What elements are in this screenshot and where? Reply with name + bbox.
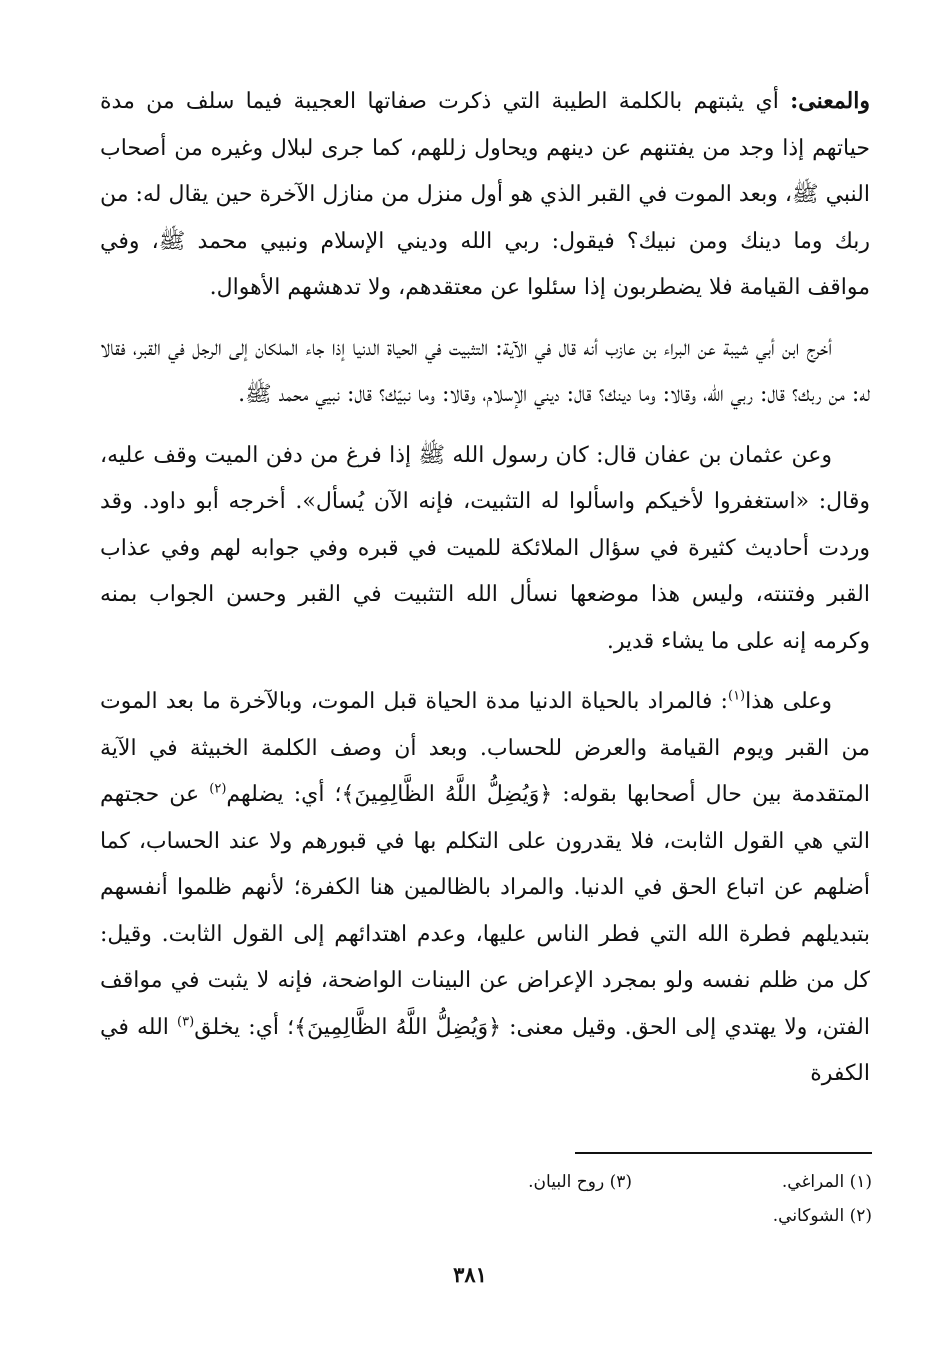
- footnote-2: (٢) الشوكاني.: [772, 1206, 872, 1226]
- footnote-3: (٣) روح البيان.: [528, 1172, 632, 1192]
- footnote-row: [300, 1199, 872, 1233]
- footnote-separator: [575, 1152, 872, 1154]
- footnote-row: [300, 1165, 872, 1199]
- paragraph-interpretation-part-d: الله في الكفرة: [100, 1014, 870, 1086]
- paragraph-ibn-abi-shaybah: أخرج ابن أبي شيبة عن البراء بن عازب أنه قال في الآية: التثبيت في الحياة الدنيا إذا جاء الملكان إلى الرجل في القبر، فقالا له: من ربك؟ قال: ربي الله، وقالا: وما دينك؟ قال: ديني الإسلام، وقالا: وما نبيّك؟ قال: نبيي محمد ﷺ.: [100, 335, 870, 407]
- paragraph-interpretation-part-c: عن حجتهم التي هي القول الثابت، فلا يقدرون على التكلم بها في قبورهم ولا عند الحساب، كما أضلهم عن اتباع الحق في الدنيا. والمراد بالظالمين هنا الكفرة؛ لأنهم ظلموا أنفسهم بتبديلهم فطرة الله التي فطر الناس عليها، وعدم اهتدائهم إلى القول الثابت. وقيل: كل من ظلم نفسه ولو بمجرد الإعراض عن البينات الواضحة، فإنه لا يثبت في مواقف الفتن، ولا يهتدي إلى الحق. وقيل معنى: ﴿وَيُضِلُّ اللَّهُ الظَّالِمِينَ﴾؛ أي: يخلق: [100, 782, 870, 1040]
- footnotes: [300, 1165, 872, 1233]
- footnote-ref-2[interactable]: (٢): [209, 781, 227, 797]
- footnote-ref-3[interactable]: (٣): [177, 1014, 195, 1030]
- paragraph-lead-word: والمعنى:: [790, 88, 870, 114]
- paragraph-interpretation-part-b: : فالمراد بالحياة الدنيا مدة الحياة قبل الموت، وبالآخرة ما بعد الموت من القبر ويوم القيامة والعرض للحساب. وبعد أن وصف الكلمة الخبيثة في الآية المتقدمة بين حال أصحابها بقوله: ﴿وَيُضِلُّ اللَّهُ الظَّالِمِينَ﴾؛ أي: يضلهم: [100, 689, 870, 807]
- footnote-1: (١) المراغي.: [781, 1172, 872, 1192]
- paragraph-interpretation: [100, 679, 870, 1098]
- paragraph-meaning-text: أي يثبتهم بالكلمة الطيبة التي ذكرت صفاتها العجيبة فيما سلف من مدة حياتهم إذا وجد من يفتنهم عن دينهم ويحاول زللهم، كما جرى لبلال وغيره من أصحاب النبي ﷺ، وبعد الموت في القبر الذي هو أول منزل من منازل الآخرة حين يقال له: من ربك وما دينك ومن نبيك؟ فيقول: ربي الله وديني الإسلام ونبيي محمد ﷺ، وفي مواقف القيامة فلا يضطربون إذا سئلوا عن معتقدهم، ولا تدهشهم الأهوال.: [100, 89, 870, 300]
- page-number: ٣٨١: [453, 1262, 487, 1287]
- paragraph-uthman-hadith: وعن عثمان بن عفان قال: كان رسول الله ﷺ إذا فرغ من دفن الميت وقف عليه، وقال: «استغفروا لأخيكم واسألوا له التثبيت، فإنه الآن يُسأل». أخرجه أبو داود. وقد وردت أحاديث كثيرة في سؤال الملائكة للميت في قبره وفي جوابه لهم وفي عذاب القبر وفتنته، وليس هذا موضعها نسأل الله التثبيت في القبر وحسن الجواب بمنه وكرمه إنه على ما يشاء قدير.: [100, 442, 870, 654]
- footnote-ref-1[interactable]: (١): [727, 688, 746, 704]
- page-body: [100, 78, 870, 1112]
- paragraph-meaning: [100, 78, 870, 312]
- paragraph-interpretation-part-a: وعلى هذا: [745, 689, 832, 714]
